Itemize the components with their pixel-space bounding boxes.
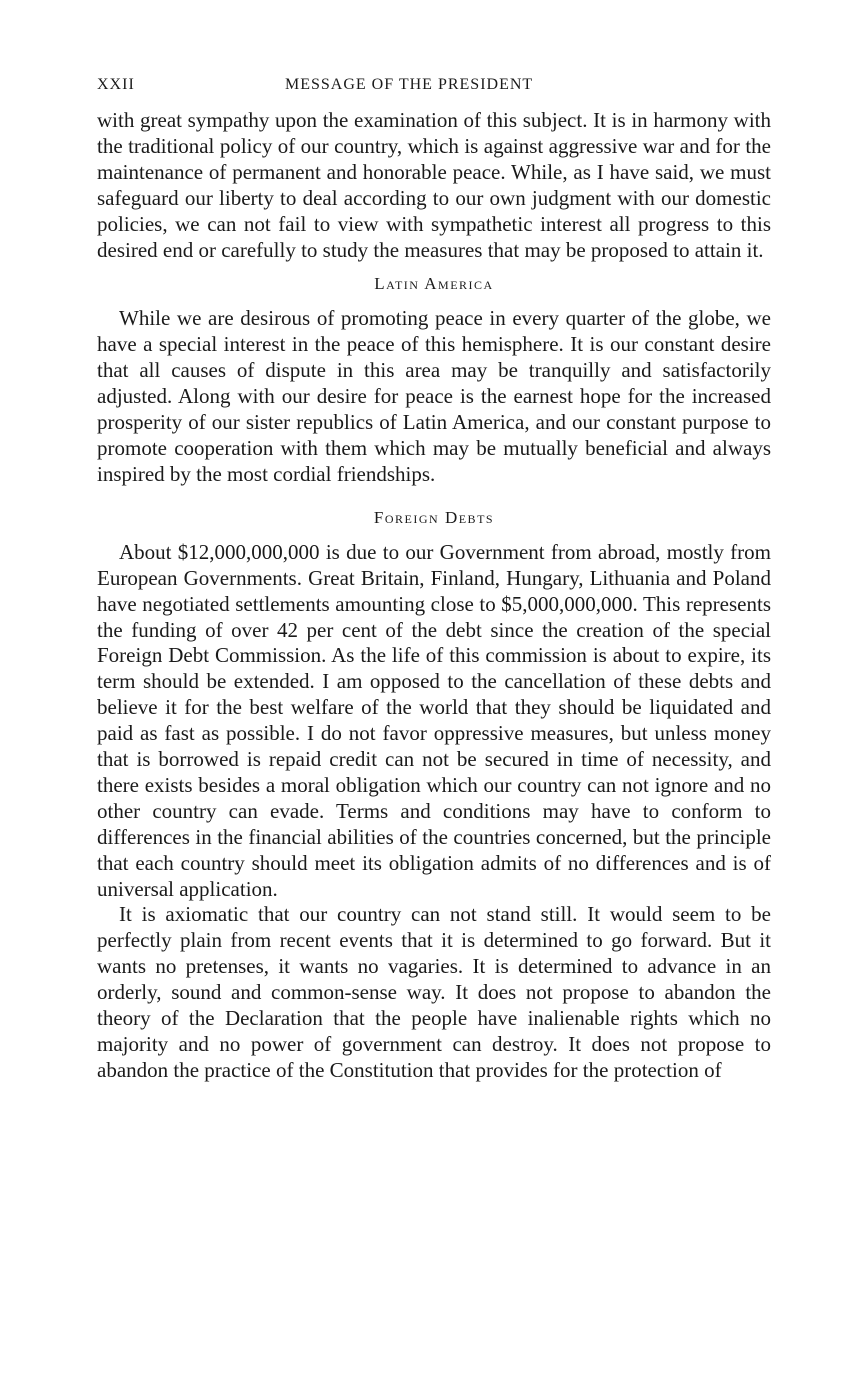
running-head (97, 72, 771, 100)
running-title: MESSAGE OF THE PRESIDENT (285, 76, 534, 93)
heading-foreign-debts: Foreign Debts (373, 507, 495, 527)
heading-latin-america: Latin America (374, 274, 494, 294)
paragraph-foreign-debts: About $12,000,000,000 is due to our Government from abroad, mostly from European Governments. Great Britain, Finland, Hungary, Lithuania and Poland have negotiated settlements amounting close to $5,000,000,000. This represents the funding of over 42 per cent of the debt since the creation of the special Foreign Debt Commission. As the life of this commission is about to expire, its term should be extended. I am opposed to the cancellation of these debts and believe it for the best welfare of the world that they should be liquidated and paid as fast as possible. I do not favor oppressive measures, but unless money that is borrowed is repaid credit can not be secured in time of necessity, and there exists besides a moral obligation which our country can not ignore and no other country can evade. Terms and conditions may have to conform to differences in the financial abilities of the countries concerned, but the principle that each country should meet its obligation admits of no differences and is of universal application. (97, 539, 771, 901)
paragraph-latin-america: While we are desirous of promoting peace in every quarter of the globe, we have a special interest in the peace of this hemisphere. It is our constant desire that all causes of dispute in this area may be tranquilly and satisfactorily adjusted. Along with our desire for peace is the earnest hope for the increased prosperity of our sister republics of Latin America, and our constant purpose to promote cooperation with them which may be mutually beneficial and always inspired by the most cordial friendships. (97, 306, 771, 486)
paragraph-axiomatic: It is axiomatic that our country can not stand still. It would seem to be perfectly plain from recent events that it is determined to go forward. But it wants no pretenses, it wants no vagaries. It is determined to advance in an orderly, sound and common-sense way. It does not propose to abandon the theory of the Declaration that the people have inalienable rights which no majority and no power of government can destroy. It does not propose to abandon the practice of the Constitution that provides for the protection of (97, 902, 771, 1082)
book-page (97, 72, 771, 1084)
paragraph-peace-policy: with great sympathy upon the examination of this subject. It is in harmony with the traditional policy of our country, which is against aggressive war and for the maintenance of permanent and honorable peace. While, as I have said, we must safeguard our liberty to deal according to our own judgment with our domestic policies, we can not fail to view with sympathetic interest all progress to this desired end or carefully to study the measures that may be proposed to attain it. (97, 108, 771, 262)
page-number: XXII (97, 76, 135, 93)
